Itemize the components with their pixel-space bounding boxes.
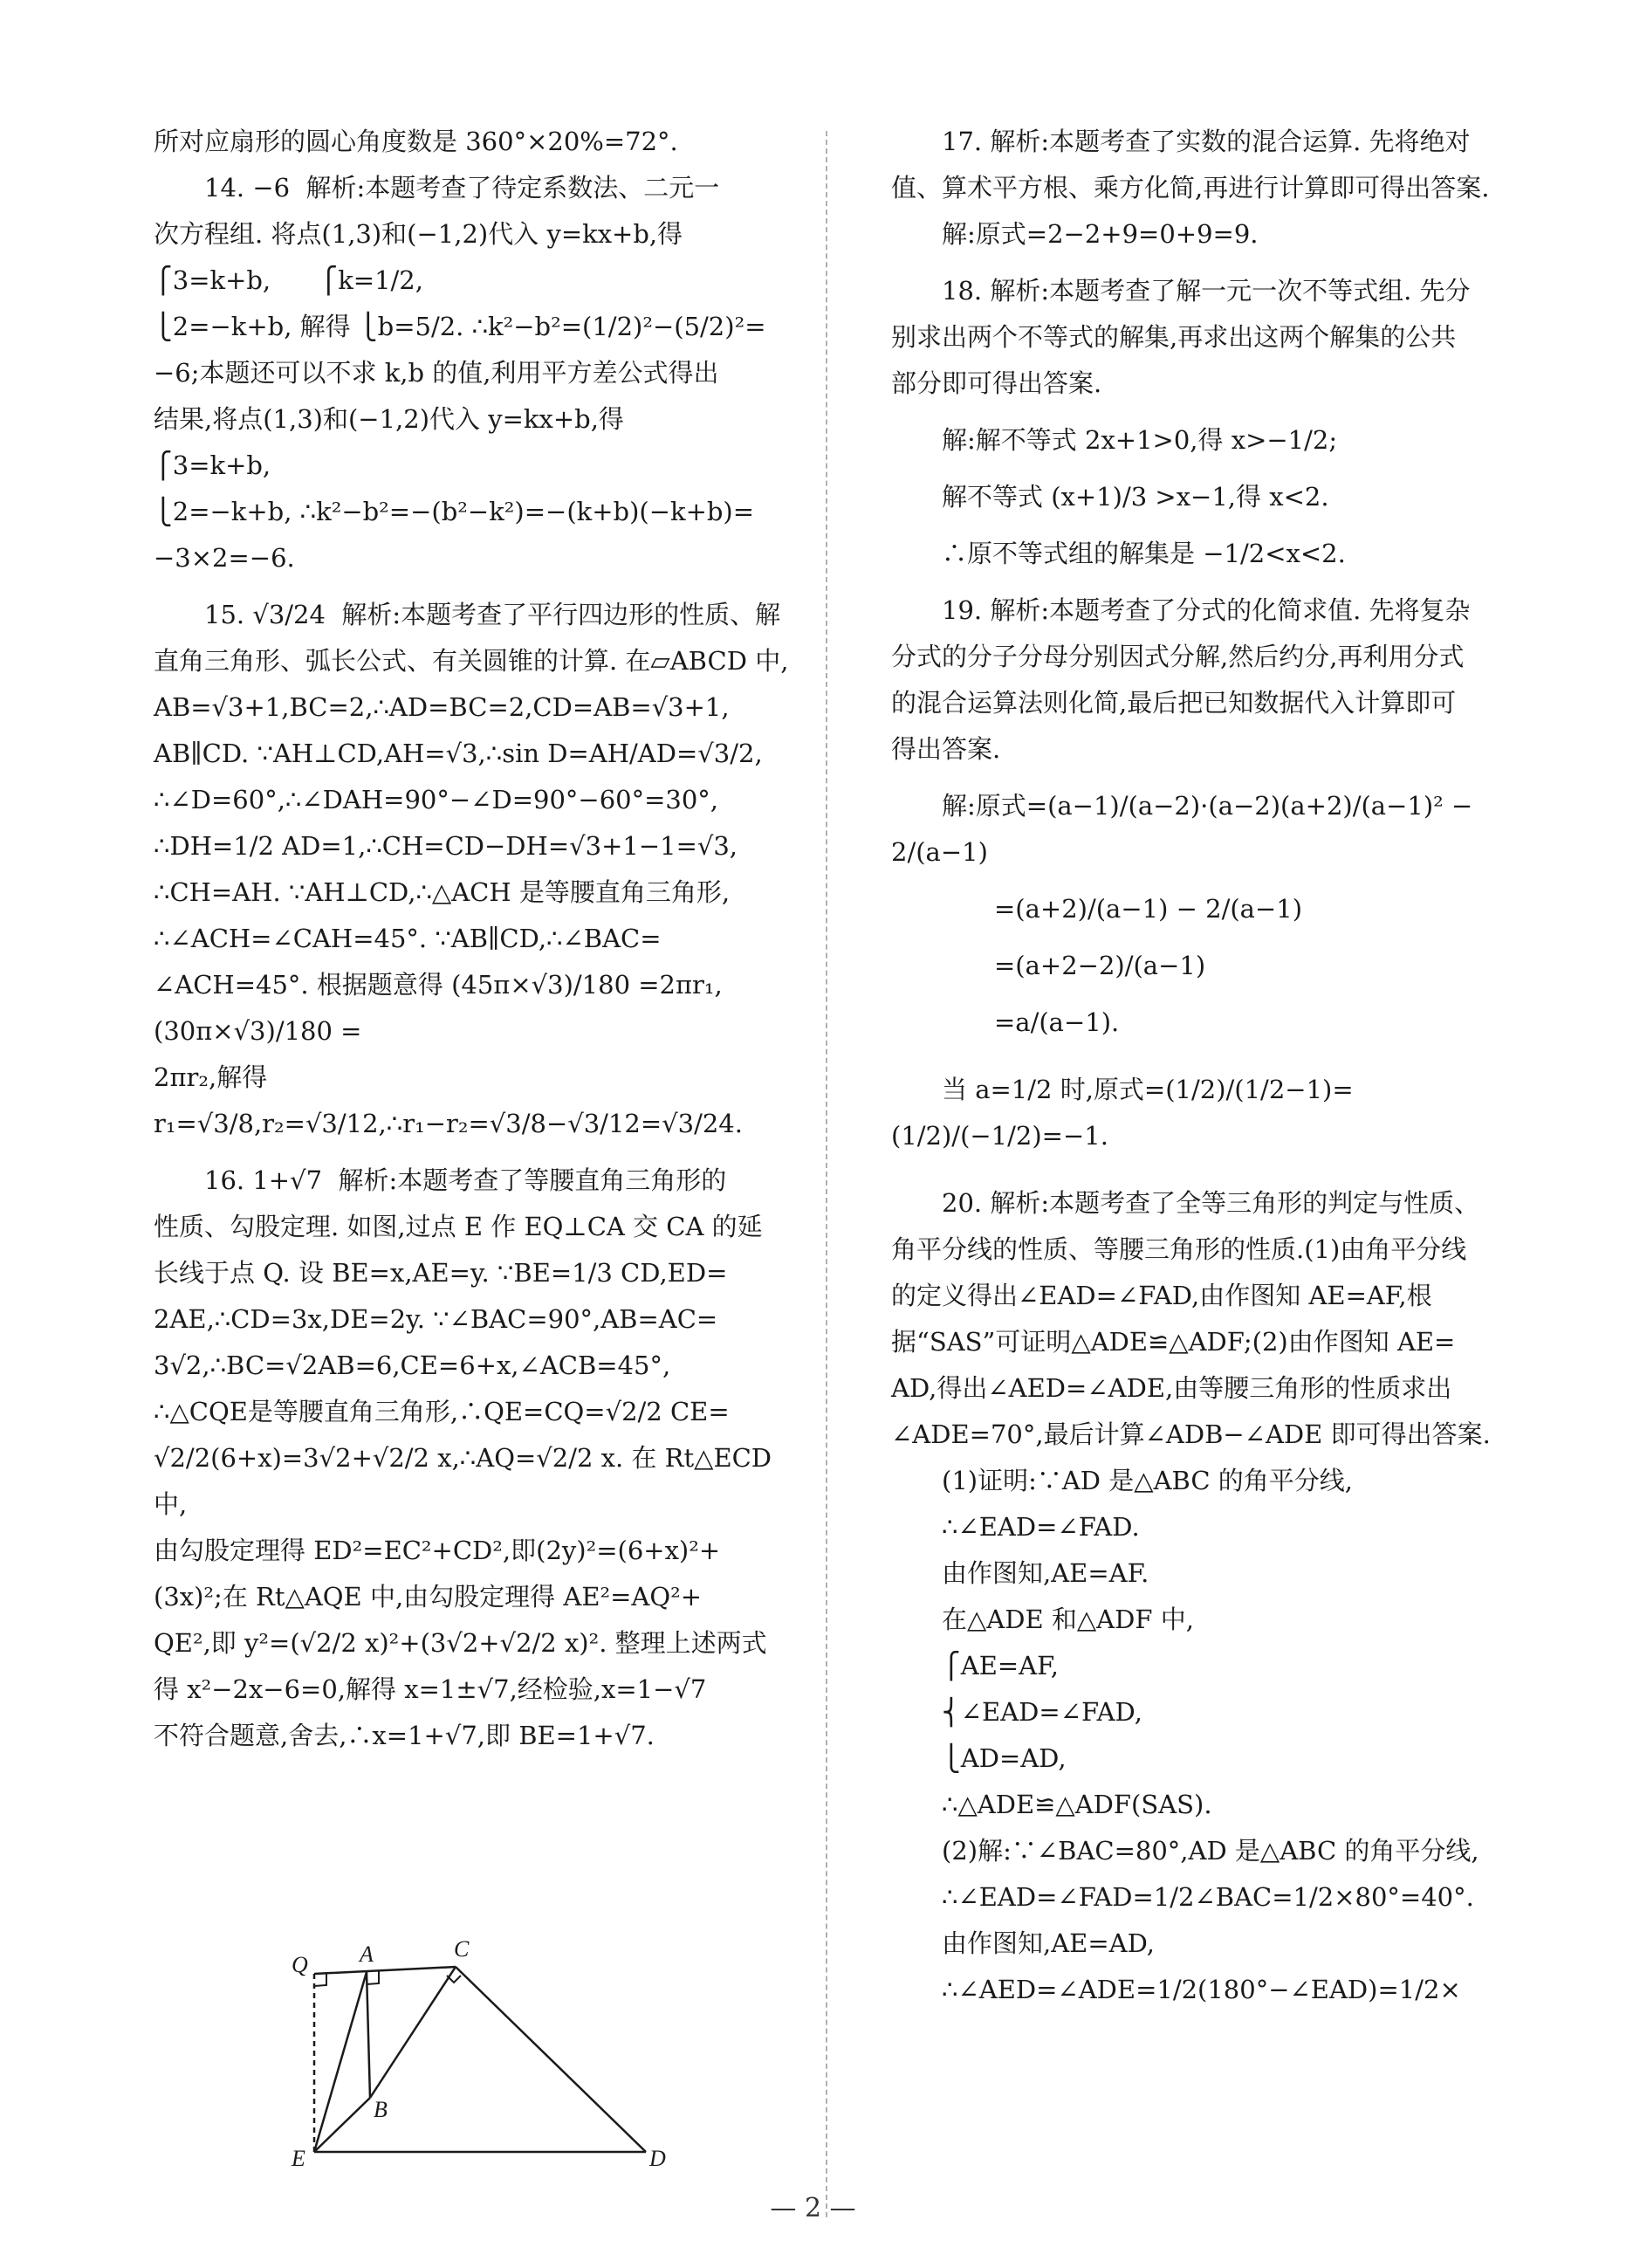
- right-line-31: ⎩AD=AD,: [942, 1743, 1067, 1773]
- right-line-16: =(a+2−2)/(a−1): [994, 951, 1206, 980]
- column-divider: [826, 131, 827, 2217]
- right-line-11: 分式的分子分母分别因式分解,然后约分,再利用分式: [891, 642, 1465, 671]
- right-line-27: 由作图知,AE=AF.: [942, 1558, 1149, 1588]
- right-line-26: ∴∠EAD=∠FAD.: [942, 1512, 1140, 1542]
- left-line-1: 所对应扇形的圆心角度数是 360°×20%=72°.: [154, 127, 678, 156]
- right-line-25: (1)证明:∵AD 是△ABC 的角平分线,: [942, 1466, 1353, 1495]
- left-line-8: ⎧3=k+b,: [154, 450, 271, 480]
- right-line-21: 的定义得出∠EAD=∠FAD,由作图知 AE=AF,根: [891, 1281, 1432, 1310]
- right-line-24: ∠ADE=70°,最后计算∠ADB−∠ADE 即可得出答案.: [891, 1419, 1491, 1449]
- right-line-28: 在△ADE 和△ADF 中,: [942, 1605, 1194, 1634]
- right-line-15: =(a+2)/(a−1) − 2/(a−1): [994, 894, 1303, 924]
- right-line-23: AD,得出∠AED=∠ADE,由等腰三角形的性质求出: [891, 1373, 1452, 1403]
- label-e: E: [292, 2146, 305, 2168]
- left-line-6: −6;本题还可以不求 k,b 的值,利用平方差公式得出: [154, 358, 719, 388]
- left-line-19: ∠ACH=45°. 根据题意得 (45π×√3)/180 =2πr₁, (30π×√3)/180 =: [154, 970, 731, 1046]
- right-line-6: 部分即可得出答案.: [891, 368, 1102, 398]
- right-line-17: =a/(a−1).: [994, 1007, 1120, 1037]
- right-line-14: 解:原式=(a−1)/(a−2)·(a−2)(a+2)/(a−1)² − 2/(a−1): [891, 791, 1481, 867]
- right-line-20: 角平分线的性质、等腰三角形的性质.(1)由角平分线: [891, 1234, 1467, 1264]
- left-line-27: √2/2(6+x)=3√2+√2/2 x,∴AQ=√2/2 x. 在 Rt△ECD 中,: [154, 1443, 780, 1519]
- answer-14-header: 14. −6 解析:本题考查了待定系数法、二元一: [204, 173, 720, 203]
- label-b: B: [374, 2097, 388, 2122]
- right-line-29: ⎧AE=AF,: [942, 1651, 1059, 1680]
- right-line-2: 值、算术平方根、乘方化简,再进行计算即可得出答案.: [891, 173, 1490, 203]
- left-line-13: AB=√3+1,BC=2,∴AD=BC=2,CD=AB=√3+1,: [154, 692, 730, 722]
- page-number: — 2 —: [770, 2193, 856, 2223]
- left-line-15: ∴∠D=60°,∴∠DAH=90°−∠D=90°−60°=30°,: [154, 785, 719, 814]
- answer-17-header: 17. 解析:本题考查了实数的混合运算. 先将绝对: [942, 127, 1471, 156]
- left-line-16: ∴DH=1/2 AD=1,∴CH=CD−DH=√3+1−1=√3,: [154, 831, 738, 861]
- left-line-28: 由勾股定理得 ED²=EC²+CD²,即(2y)²=(6+x)²+: [154, 1536, 721, 1565]
- right-line-30: ⎨∠EAD=∠FAD,: [942, 1697, 1142, 1727]
- left-line-10: −3×2=−6.: [154, 543, 295, 573]
- right-line-3: 解:原式=2−2+9=0+9=9.: [942, 219, 1259, 249]
- left-line-31: 得 x²−2x−6=0,解得 x=1±√7,经检验,x=1−√7: [154, 1674, 707, 1704]
- right-line-33: (2)解:∵∠BAC=80°,AD 是△ABC 的角平分线,: [942, 1836, 1479, 1866]
- right-line-34: ∴∠EAD=∠FAD=1/2∠BAC=1/2×80°=40°.: [942, 1882, 1474, 1912]
- right-line-22: 据“SAS”可证明△ADE≌△ADF;(2)由作图知 AE=: [891, 1327, 1456, 1357]
- right-angle-q: [314, 1974, 326, 1986]
- label-a: A: [360, 1942, 374, 1967]
- left-line-32: 不符合题意,舍去,∴x=1+√7,即 BE=1+√7.: [154, 1721, 655, 1750]
- left-line-22: 性质、勾股定理. 如图,过点 E 作 EQ⊥CA 交 CA 的延: [154, 1212, 763, 1241]
- left-line-23: 长线于点 Q. 设 BE=x,AE=y. ∵BE=1/3 CD,ED=: [154, 1258, 728, 1288]
- label-q: Q: [292, 1952, 308, 1977]
- geometry-figure-16: [279, 1932, 742, 2168]
- right-line-13: 得出答案.: [891, 734, 1001, 764]
- left-line-12: 直角三角形、弧长公式、有关圆锥的计算. 在▱ABCD 中,: [154, 646, 789, 676]
- left-line-7: 结果,将点(1,3)和(−1,2)代入 y=kx+b,得: [154, 404, 624, 434]
- answer-20-header: 20. 解析:本题考查了全等三角形的判定与性质、: [942, 1188, 1480, 1218]
- answer-19-header: 19. 解析:本题考查了分式的化简求值. 先将复杂: [942, 595, 1471, 625]
- left-column: [154, 119, 801, 1759]
- left-line-3: 次方程组. 将点(1,3)和(−1,2)代入 y=kx+b,得: [154, 219, 683, 249]
- right-line-12: 的混合运算法则化简,最后把已知数据代入计算即可: [891, 688, 1457, 718]
- answer-18-header: 18. 解析:本题考查了解一元一次不等式组. 先分: [942, 276, 1471, 306]
- right-line-7: 解:解不等式 2x+1>0,得 x>−1/2;: [942, 425, 1338, 455]
- left-line-29: (3x)²;在 Rt△AQE 中,由勾股定理得 AE²=AQ²+: [154, 1582, 703, 1612]
- left-line-24: 2AE,∴CD=3x,DE=2y. ∵∠BAC=90°,AB=AC=: [154, 1304, 718, 1334]
- segment-ab: [367, 1972, 370, 2098]
- left-line-30: QE²,即 y²=(√2/2 x)²+(3√2+√2/2 x)². 整理上述两式: [154, 1628, 767, 1658]
- right-line-18: 当 a=1/2 时,原式=(1/2)/(1/2−1)=(1/2)/(−1/2)=−1.: [891, 1075, 1354, 1151]
- label-c: C: [454, 1936, 470, 1962]
- right-line-36: ∴∠AED=∠ADE=1/2(180°−∠EAD)=1/2×: [942, 1975, 1461, 2004]
- right-line-5: 别求出两个不等式的解集,再求出这两个解集的公共: [891, 322, 1457, 352]
- right-line-32: ∴△ADE≌△ADF(SAS).: [942, 1790, 1212, 1819]
- left-line-18: ∴∠ACH=∠CAH=45°. ∵AB∥CD,∴∠BAC=: [154, 924, 662, 953]
- label-d: D: [649, 2146, 666, 2168]
- answer-15-header: 15. √3/24 解析:本题考查了平行四边形的性质、解: [204, 600, 781, 629]
- left-line-26: ∴△CQE是等腰直角三角形,∴QE=CQ=√2/2 CE=: [154, 1397, 730, 1426]
- right-angle-a: [367, 1971, 379, 1984]
- left-line-25: 3√2,∴BC=√2AB=6,CE=6+x,∠ACB=45°,: [154, 1350, 671, 1380]
- left-line-17: ∴CH=AH. ∵AH⊥CD,∴△ACH 是等腰直角三角形,: [154, 877, 731, 907]
- segment-ea: [314, 1972, 367, 2152]
- left-line-14: AB∥CD. ∵AH⊥CD,AH=√3,∴sin D=AH/AD=√3/2,: [154, 739, 763, 768]
- left-line-5: ⎩2=−k+b, 解得 ⎩b=5/2. ∴k²−b²=(1/2)²−(5/2)²=: [154, 312, 766, 341]
- right-column: [891, 119, 1539, 2013]
- segment-bc: [370, 1967, 456, 2098]
- answer-16-header: 16. 1+√7 解析:本题考查了等腰直角三角形的: [204, 1165, 727, 1195]
- right-line-8: 解不等式 (x+1)/3 >x−1,得 x<2.: [942, 482, 1329, 512]
- right-line-35: 由作图知,AE=AD,: [942, 1928, 1156, 1958]
- segment-qc: [314, 1967, 456, 1974]
- left-line-20: 2πr₂,解得 r₁=√3/8,r₂=√3/12,∴r₁−r₂=√3/8−√3/12=√3/24.: [154, 1062, 743, 1138]
- segment-cd: [456, 1967, 646, 2152]
- right-angle-c: [447, 1976, 461, 1983]
- left-line-4: ⎧3=k+b, ⎧k=1/2,: [154, 265, 423, 295]
- left-line-9: ⎩2=−k+b, ∴k²−b²=−(b²−k²)=−(k+b)(−k+b)=: [154, 497, 755, 526]
- right-line-9: ∴原不等式组的解集是 −1/2<x<2.: [942, 539, 1346, 568]
